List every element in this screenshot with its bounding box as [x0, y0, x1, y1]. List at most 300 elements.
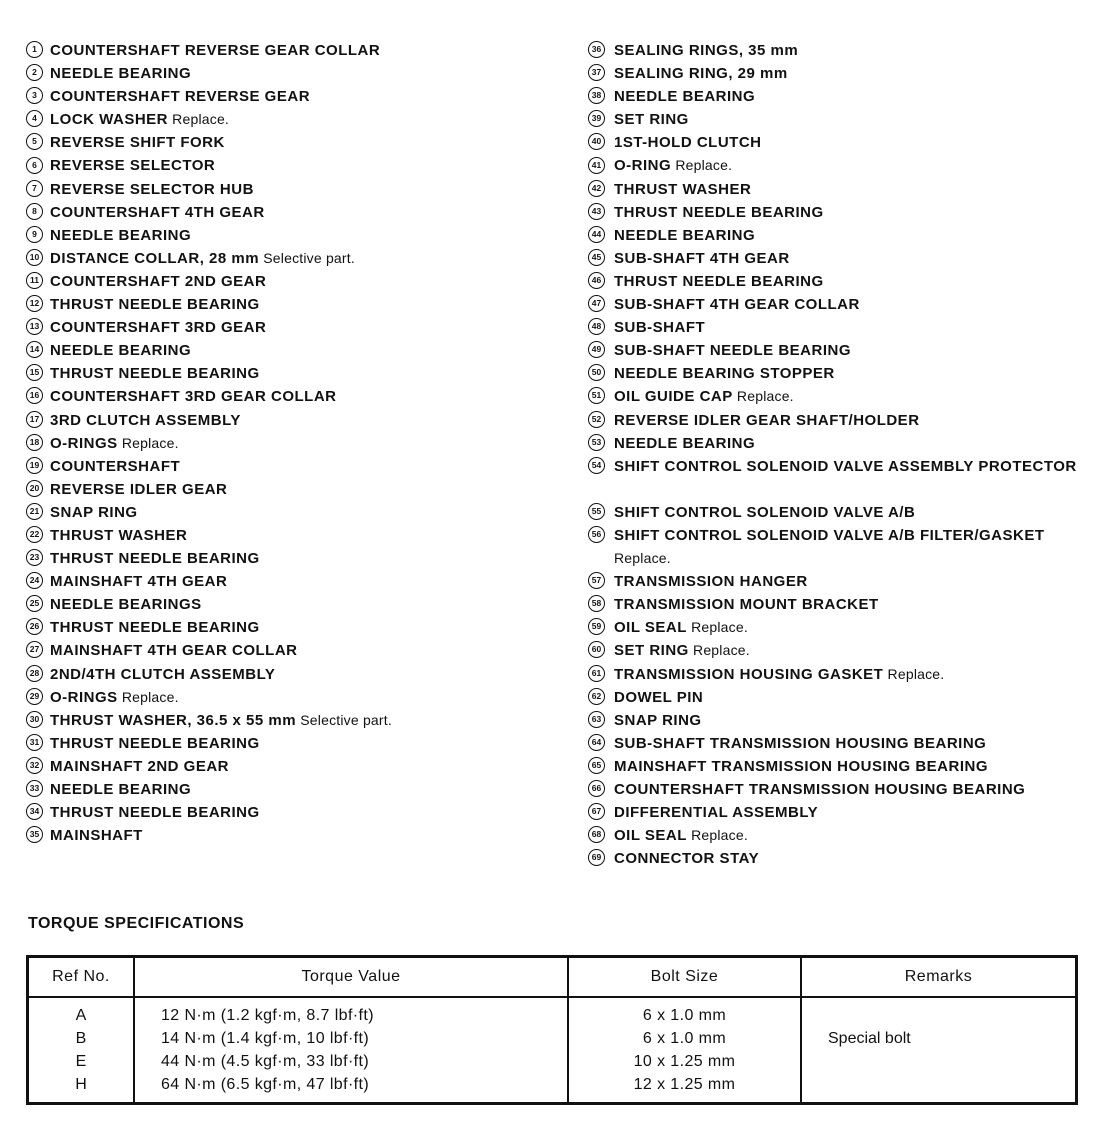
- bolt-size-cell: 10 x 1.25 mm: [633, 1053, 736, 1070]
- part-name: THRUST NEEDLE BEARING: [50, 734, 260, 752]
- bolt-size-column: [568, 997, 801, 1104]
- part-note: Replace.: [121, 434, 179, 451]
- part-name: THRUST NEEDLE BEARING: [50, 804, 260, 822]
- part-note: Replace.: [172, 111, 230, 128]
- part-text: [614, 42, 798, 59]
- part-number-badge: 25: [26, 595, 43, 612]
- part-text: [614, 273, 824, 290]
- part-text: [50, 296, 260, 313]
- torque-cell: 44 N·m (4.5 kgf·m, 33 lbf·ft): [161, 1053, 370, 1070]
- part-item: [588, 755, 1108, 778]
- part-number-badge: 55: [588, 503, 605, 520]
- part-note: Replace.: [736, 388, 794, 405]
- part-number-badge: 44: [588, 226, 605, 243]
- part-name: THRUST NEEDLE BEARING: [50, 550, 260, 568]
- part-text: [50, 65, 191, 82]
- part-text: [50, 642, 298, 659]
- part-number-badge: 52: [588, 411, 605, 428]
- part-number-badge: 18: [26, 434, 43, 451]
- part-name: MAINSHAFT 2ND GEAR: [50, 757, 230, 775]
- part-text: [614, 204, 824, 221]
- part-number-badge: 13: [26, 318, 43, 335]
- part-number-badge: 14: [26, 341, 43, 358]
- part-number-badge: 61: [588, 665, 605, 682]
- part-text: [50, 758, 229, 775]
- part-text: [50, 804, 260, 821]
- part-text: [50, 504, 138, 521]
- part-number-badge: 30: [26, 711, 43, 728]
- ref-column: [28, 997, 135, 1104]
- part-name: THRUST WASHER: [614, 180, 752, 198]
- part-number-badge: 47: [588, 295, 605, 312]
- part-number-badge: 68: [588, 826, 605, 843]
- part-name: COUNTERSHAFT 3RD GEAR COLLAR: [50, 388, 337, 406]
- part-number-badge: 8: [26, 203, 43, 220]
- part-text: [50, 157, 215, 174]
- part-text: [614, 504, 915, 521]
- part-name: 3RD CLUTCH ASSEMBLY: [50, 411, 241, 429]
- part-text: [50, 88, 310, 105]
- part-name: THRUST NEEDLE BEARING: [50, 365, 260, 383]
- part-number-badge: 16: [26, 387, 43, 404]
- part-item: [588, 62, 1108, 85]
- part-text: [50, 227, 191, 244]
- torque-specifications-heading: TORQUE SPECIFICATIONS: [28, 915, 245, 932]
- part-item: [26, 709, 566, 732]
- part-number-badge: 39: [588, 110, 605, 127]
- part-name: SEALING RING, 29 mm: [614, 65, 788, 83]
- part-name: THRUST NEEDLE BEARING: [614, 272, 824, 290]
- part-text: [614, 412, 920, 429]
- part-text: [614, 596, 879, 613]
- part-text: [614, 758, 988, 775]
- part-item: [588, 639, 1108, 662]
- part-text: [614, 342, 851, 359]
- part-text: [50, 412, 241, 429]
- part-text: [614, 134, 762, 151]
- part-text: [50, 111, 229, 128]
- header-remarks: Remarks: [801, 957, 1077, 998]
- part-name: 1ST-HOLD CLUTCH: [614, 134, 762, 152]
- part-item: [588, 778, 1108, 801]
- part-number-badge: 46: [588, 272, 605, 289]
- part-item: [588, 432, 1108, 455]
- part-item: [26, 570, 566, 593]
- part-text: [50, 435, 179, 452]
- part-number-badge: 21: [26, 503, 43, 520]
- part-item: [26, 85, 566, 108]
- part-text: [614, 712, 702, 729]
- part-item: [26, 224, 566, 247]
- part-text: [50, 273, 266, 290]
- ref-cell: A: [75, 1007, 87, 1024]
- part-item: [26, 455, 566, 478]
- part-name: SUB-SHAFT NEEDLE BEARING: [614, 342, 852, 360]
- part-number-badge: 3: [26, 87, 43, 104]
- part-item: [588, 362, 1108, 385]
- part-note: Replace.: [675, 157, 733, 174]
- torque-column: [134, 997, 568, 1104]
- part-note: Replace.: [121, 688, 179, 705]
- part-text: [614, 157, 732, 174]
- part-text: [50, 342, 191, 359]
- part-number-badge: 2: [26, 64, 43, 81]
- part-number-badge: 43: [588, 203, 605, 220]
- part-text: [614, 319, 705, 336]
- part-number-badge: 51: [588, 387, 605, 404]
- part-name: OIL SEAL: [614, 619, 687, 637]
- part-name: THRUST NEEDLE BEARING: [50, 619, 260, 637]
- part-name: THRUST WASHER, 36.5 x 55 mm: [50, 711, 297, 729]
- part-item: [588, 732, 1108, 755]
- part-item: [26, 270, 566, 293]
- part-name: SUB-SHAFT TRANSMISSION HOUSING BEARING: [614, 734, 987, 752]
- part-text: [50, 550, 260, 567]
- part-item: [588, 293, 1108, 316]
- part-item: [588, 270, 1108, 293]
- part-text: [614, 735, 986, 752]
- part-number-badge: 24: [26, 572, 43, 589]
- part-text: [614, 850, 759, 867]
- part-item: [26, 732, 566, 755]
- part-number-badge: 63: [588, 711, 605, 728]
- part-number-badge: 50: [588, 364, 605, 381]
- part-text: [50, 712, 392, 729]
- header-bolt-size: Bolt Size: [568, 957, 801, 998]
- part-item: [588, 131, 1108, 154]
- part-name: NEEDLE BEARING: [50, 65, 192, 83]
- part-item: [588, 108, 1108, 131]
- part-name: COUNTERSHAFT REVERSE GEAR COLLAR: [50, 42, 381, 59]
- part-number-badge: 53: [588, 434, 605, 451]
- part-name: MAINSHAFT: [50, 827, 143, 845]
- part-item: [588, 524, 1108, 570]
- part-item: [26, 593, 566, 616]
- part-name: MAINSHAFT 4TH GEAR COLLAR: [50, 642, 298, 660]
- torque-cell: 64 N·m (6.5 kgf·m, 47 lbf·ft): [161, 1076, 370, 1093]
- part-item: [26, 663, 566, 686]
- part-number-badge: 5: [26, 133, 43, 150]
- part-item: [588, 570, 1108, 593]
- part-item: [588, 178, 1108, 201]
- part-number-badge: 37: [588, 64, 605, 81]
- part-text: [50, 666, 275, 683]
- part-number-badge: 41: [588, 157, 605, 174]
- part-number-badge: 38: [588, 87, 605, 104]
- part-number-badge: 60: [588, 641, 605, 658]
- part-item: [588, 663, 1108, 686]
- part-text: [50, 42, 380, 59]
- parts-list-left: [26, 39, 566, 847]
- part-item: [588, 339, 1108, 362]
- part-item: [588, 801, 1108, 824]
- part-name: O-RINGS: [50, 434, 118, 452]
- part-number-badge: 57: [588, 572, 605, 589]
- part-item: [26, 247, 566, 270]
- bolt-size-cell: 6 x 1.0 mm: [642, 1030, 727, 1047]
- part-item: [26, 385, 566, 408]
- part-number-badge: 19: [26, 457, 43, 474]
- part-name: SUB-SHAFT 4TH GEAR: [614, 249, 790, 267]
- part-number-badge: 59: [588, 618, 605, 635]
- part-text: [50, 689, 179, 706]
- part-number-badge: 36: [588, 41, 605, 58]
- part-name: O-RINGS: [50, 688, 118, 706]
- part-item: [588, 154, 1108, 177]
- part-item: [26, 62, 566, 85]
- part-name: REVERSE IDLER GEAR SHAFT/HOLDER: [614, 411, 920, 429]
- part-number-badge: 26: [26, 618, 43, 635]
- part-text: [614, 827, 748, 844]
- part-text: [50, 735, 260, 752]
- part-name: COUNTERSHAFT REVERSE GEAR: [50, 88, 311, 106]
- part-item: [588, 455, 1108, 501]
- part-number-badge: 54: [588, 457, 605, 474]
- part-name: OIL GUIDE CAP: [614, 388, 733, 406]
- part-text: [50, 365, 260, 382]
- part-name: TRANSMISSION HOUSING GASKET: [614, 665, 884, 683]
- part-number-badge: 6: [26, 157, 43, 174]
- part-text: [614, 388, 794, 405]
- part-note: Replace.: [614, 550, 671, 567]
- part-number-badge: 48: [588, 318, 605, 335]
- part-number-badge: 17: [26, 411, 43, 428]
- part-number-badge: 23: [26, 549, 43, 566]
- part-name: TRANSMISSION HANGER: [614, 573, 808, 591]
- part-item: [26, 131, 566, 154]
- part-item: [26, 178, 566, 201]
- part-text: [614, 689, 703, 706]
- part-note: Selective part.: [263, 249, 355, 266]
- part-item: [26, 778, 566, 801]
- part-name: SHIFT CONTROL SOLENOID VALVE A/B: [614, 503, 916, 521]
- part-name: REVERSE SELECTOR: [50, 157, 216, 175]
- part-text: [50, 619, 260, 636]
- remarks-cell: Special bolt: [828, 1030, 911, 1047]
- part-name: DISTANCE COLLAR, 28 mm: [50, 249, 260, 267]
- part-text: [50, 573, 227, 590]
- part-text: [50, 388, 337, 405]
- part-number-badge: 22: [26, 526, 43, 543]
- remarks-cell: [802, 1050, 1075, 1073]
- part-name: OIL SEAL: [614, 827, 687, 845]
- part-item: [588, 247, 1108, 270]
- part-name: TRANSMISSION MOUNT BRACKET: [614, 596, 879, 614]
- part-name: SUB-SHAFT 4TH GEAR COLLAR: [614, 296, 860, 314]
- part-item: [588, 224, 1108, 247]
- part-item: [26, 686, 566, 709]
- part-item: [26, 478, 566, 501]
- part-text: [50, 134, 225, 151]
- part-item: [588, 709, 1108, 732]
- header-torque-value: Torque Value: [134, 957, 568, 998]
- part-name: COUNTERSHAFT TRANSMISSION HOUSING BEARING: [614, 781, 1026, 798]
- part-note: Replace.: [691, 827, 748, 844]
- part-text: [614, 666, 944, 683]
- part-number-badge: 11: [26, 272, 43, 289]
- part-text: [614, 435, 755, 452]
- part-item: [588, 385, 1108, 408]
- part-text: [614, 781, 1025, 798]
- part-text: [614, 296, 860, 313]
- ref-cell: B: [75, 1030, 87, 1047]
- part-name: NEEDLE BEARING: [50, 342, 192, 360]
- part-item: [588, 85, 1108, 108]
- part-name: SNAP RING: [614, 711, 702, 729]
- part-name: SUB-SHAFT: [614, 319, 706, 337]
- part-number-badge: 10: [26, 249, 43, 266]
- part-item: [26, 201, 566, 224]
- part-text: [614, 227, 755, 244]
- part-text: [614, 250, 790, 267]
- part-number-badge: 42: [588, 180, 605, 197]
- part-name: NEEDLE BEARING: [50, 781, 192, 798]
- part-item: [26, 801, 566, 824]
- part-text: [614, 111, 689, 128]
- part-number-badge: 4: [26, 110, 43, 127]
- part-item: [26, 108, 566, 131]
- part-text: [50, 250, 355, 267]
- part-item: [26, 432, 566, 455]
- part-name: O-RING: [614, 157, 672, 175]
- part-name: REVERSE SELECTOR HUB: [50, 180, 254, 198]
- torque-cell: 12 N·m (1.2 kgf·m, 8.7 lbf·ft): [161, 1007, 374, 1024]
- part-number-badge: 32: [26, 757, 43, 774]
- part-text: [614, 455, 1084, 478]
- part-text: [614, 181, 751, 198]
- part-name: THRUST WASHER: [50, 526, 188, 544]
- part-number-badge: 45: [588, 249, 605, 266]
- part-item: [26, 639, 566, 662]
- ref-cell: H: [75, 1076, 87, 1093]
- part-number-badge: 15: [26, 364, 43, 381]
- part-number-badge: 7: [26, 180, 43, 197]
- part-name: SHIFT CONTROL SOLENOID VALVE ASSEMBLY PROTECTOR: [614, 457, 1077, 475]
- part-number-badge: 62: [588, 688, 605, 705]
- part-number-badge: 9: [26, 226, 43, 243]
- part-text: [614, 619, 748, 636]
- part-text: [614, 365, 835, 382]
- part-text: [614, 65, 788, 82]
- part-name: NEEDLE BEARING: [614, 434, 756, 452]
- part-text: [50, 204, 265, 221]
- header-ref-no: Ref No.: [28, 957, 135, 998]
- part-number-badge: 33: [26, 780, 43, 797]
- parts-list-right: [588, 39, 1108, 870]
- part-number-badge: 69: [588, 849, 605, 866]
- part-number-badge: 29: [26, 688, 43, 705]
- part-name: SET RING: [614, 111, 689, 129]
- part-item: [26, 362, 566, 385]
- part-text: [614, 573, 808, 590]
- part-name: REVERSE IDLER GEAR: [50, 480, 228, 498]
- part-number-badge: 67: [588, 803, 605, 820]
- bolt-size-cell: 6 x 1.0 mm: [642, 1007, 727, 1024]
- part-name: NEEDLE BEARING: [50, 226, 192, 244]
- part-name: 2ND/4TH CLUTCH ASSEMBLY: [50, 665, 276, 683]
- part-name: COUNTERSHAFT 3RD GEAR: [50, 319, 267, 337]
- part-item: [588, 409, 1108, 432]
- part-name: NEEDLE BEARINGS: [50, 596, 202, 614]
- ref-cell: E: [75, 1053, 87, 1070]
- part-note: Replace.: [691, 619, 748, 636]
- part-text: [50, 181, 254, 198]
- part-item: [26, 547, 566, 570]
- part-note: Replace.: [693, 642, 750, 659]
- part-text: [50, 596, 202, 613]
- part-item: [588, 593, 1108, 616]
- part-item: [26, 293, 566, 316]
- part-item: [588, 616, 1108, 639]
- part-item: [588, 201, 1108, 224]
- part-text: [50, 481, 227, 498]
- part-name: SHIFT CONTROL SOLENOID VALVE A/B FILTER/GASKET: [614, 526, 1045, 544]
- part-item: [26, 316, 566, 339]
- part-name: SET RING: [614, 642, 689, 660]
- part-item: [26, 824, 566, 847]
- part-item: [26, 409, 566, 432]
- part-item: [588, 39, 1108, 62]
- part-item: [588, 316, 1108, 339]
- bolt-size-cell: 12 x 1.25 mm: [633, 1076, 736, 1093]
- part-number-badge: 66: [588, 780, 605, 797]
- part-name: COUNTERSHAFT 4TH GEAR: [50, 203, 265, 221]
- torque-spec-table: [26, 955, 1078, 1105]
- part-name: COUNTERSHAFT 2ND GEAR: [50, 272, 267, 290]
- part-number-badge: 40: [588, 133, 605, 150]
- part-text: [614, 524, 1084, 570]
- part-number-badge: 27: [26, 641, 43, 658]
- part-item: [26, 524, 566, 547]
- part-item: [26, 501, 566, 524]
- part-name: SNAP RING: [50, 503, 138, 521]
- part-number-badge: 34: [26, 803, 43, 820]
- torque-cell: 14 N·m (1.4 kgf·m, 10 lbf·ft): [161, 1030, 370, 1047]
- part-name: THRUST NEEDLE BEARING: [50, 296, 260, 314]
- part-item: [588, 824, 1108, 847]
- part-text: [614, 642, 750, 659]
- part-name: COUNTERSHAFT: [50, 457, 181, 475]
- part-text: [614, 88, 755, 105]
- part-item: [588, 501, 1108, 524]
- part-name: THRUST NEEDLE BEARING: [614, 203, 824, 221]
- part-number-badge: 65: [588, 757, 605, 774]
- part-item: [26, 154, 566, 177]
- part-name: SEALING RINGS, 35 mm: [614, 42, 799, 59]
- part-item: [26, 339, 566, 362]
- part-item: [26, 616, 566, 639]
- part-number-badge: 28: [26, 665, 43, 682]
- part-text: [50, 827, 143, 844]
- part-number-badge: 20: [26, 480, 43, 497]
- part-name: CONNECTOR STAY: [614, 850, 760, 868]
- part-item: [26, 755, 566, 778]
- remarks-column: [801, 997, 1077, 1104]
- part-number-badge: 31: [26, 734, 43, 751]
- part-note: Selective part.: [300, 711, 392, 728]
- part-name: DOWEL PIN: [614, 688, 704, 706]
- part-text: [50, 458, 180, 475]
- part-name: NEEDLE BEARING: [614, 88, 756, 106]
- part-number-badge: 35: [26, 826, 43, 843]
- part-item: [588, 686, 1108, 709]
- part-name: DIFFERENTIAL ASSEMBLY: [614, 804, 819, 822]
- part-name: LOCK WASHER: [50, 111, 168, 129]
- part-text: [50, 781, 191, 798]
- part-name: NEEDLE BEARING STOPPER: [614, 365, 835, 383]
- part-number-badge: 58: [588, 595, 605, 612]
- part-text: [50, 319, 266, 336]
